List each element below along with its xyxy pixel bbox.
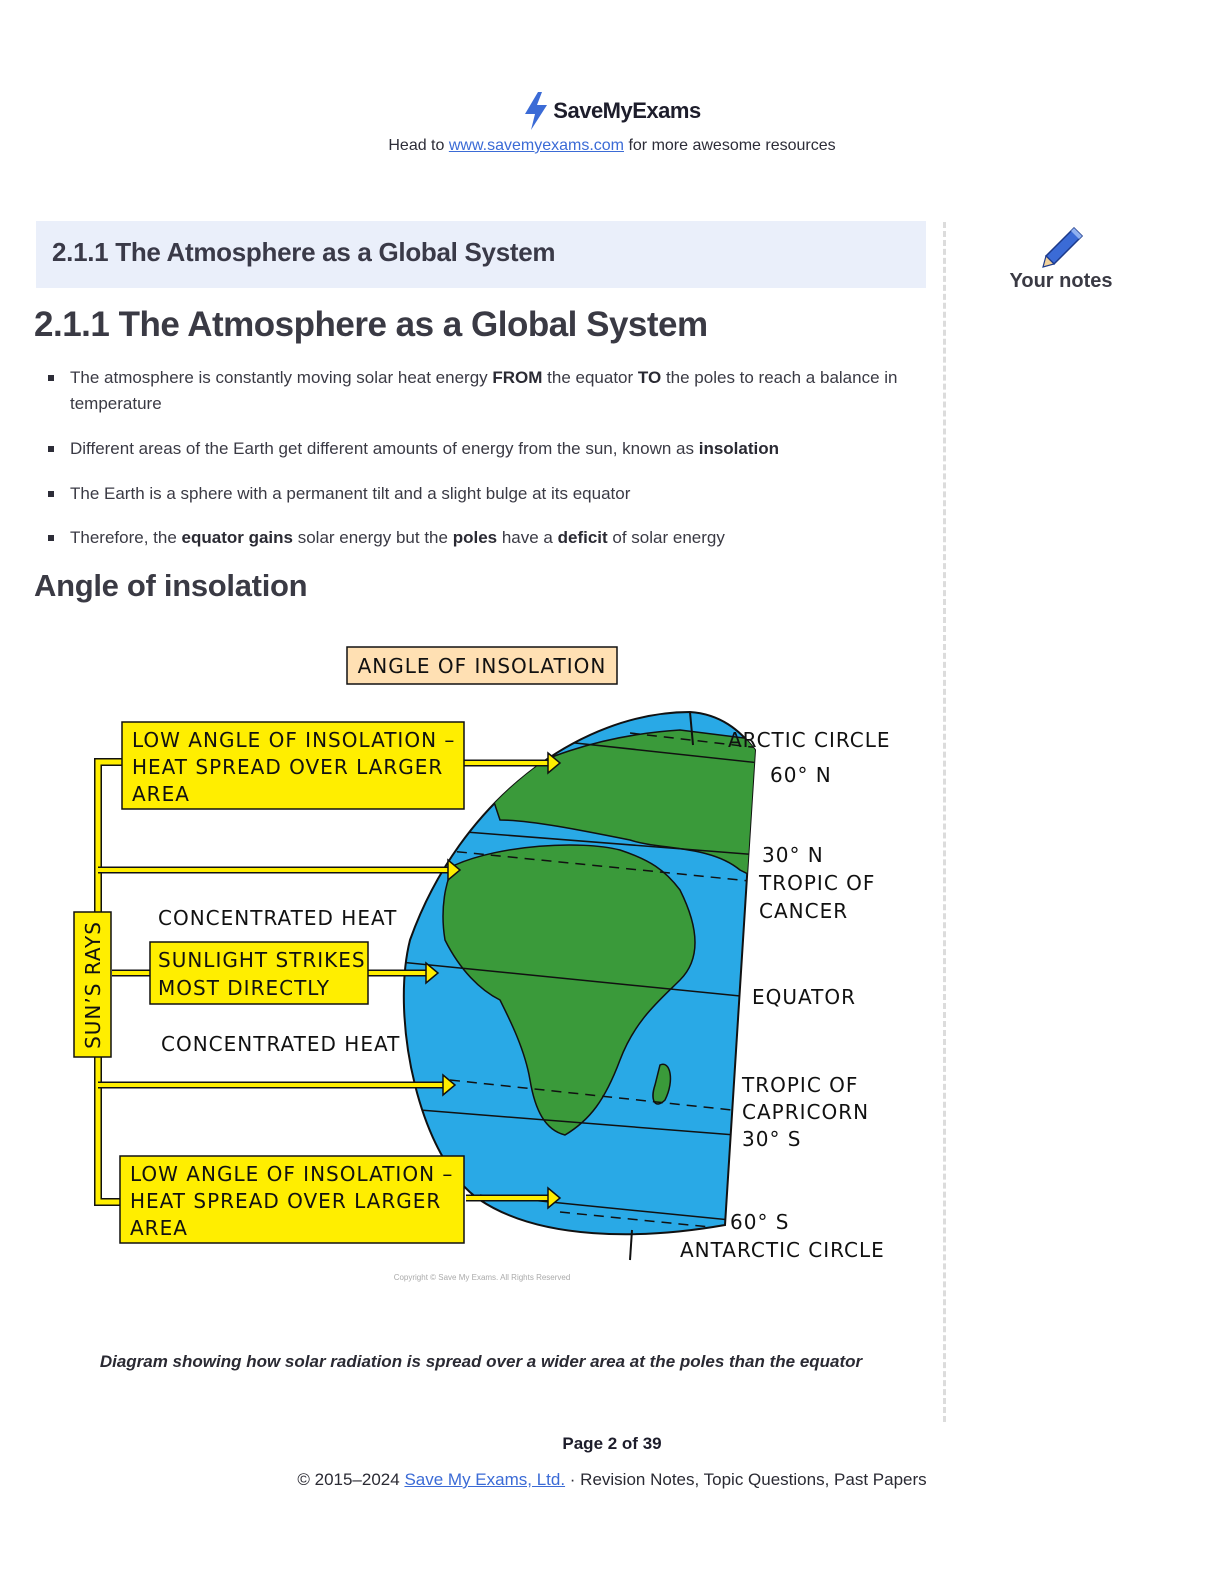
bullet-bold: insolation xyxy=(698,439,780,458)
subheading: Angle of insolation xyxy=(34,568,308,603)
suns-rays-label: SUN’S RAYS xyxy=(81,921,105,1049)
list-item xyxy=(70,365,900,417)
bullet-text: the poles to reach a balance in temperature xyxy=(70,368,898,413)
middle-box-line-1: SUNLIGHT STRIKES xyxy=(158,948,366,972)
bullet-text: the equator xyxy=(542,368,638,387)
bullet-text: The atmosphere is constantly moving solar heat energy xyxy=(70,368,493,387)
label-arctic-circle: ARCTIC CIRCLE xyxy=(728,728,891,752)
bullet-text: Therefore, the xyxy=(70,528,182,547)
bullet-bold: FROM xyxy=(492,368,543,387)
site-header xyxy=(0,92,1224,135)
top-box-line-2: HEAT SPREAD OVER LARGER xyxy=(132,755,444,779)
bullet-bold: TO xyxy=(637,368,662,387)
tagline-prefix: Head to xyxy=(388,137,449,154)
middle-box-line-2: MOST DIRECTLY xyxy=(158,976,330,1000)
bullet-bold: equator gains xyxy=(181,528,293,547)
brand-logo[interactable] xyxy=(523,92,700,130)
label-60n: 60° N xyxy=(770,763,832,787)
concentrated-heat-bottom: CONCENTRATED HEAT xyxy=(161,1032,401,1056)
diagram-caption: Diagram showing how solar radiation is spread over a wider area at the poles than the equator xyxy=(99,1352,863,1371)
label-30s: 30° S xyxy=(742,1127,802,1151)
page-title: 2.1.1 The Atmosphere as a Global System xyxy=(34,305,708,344)
brand-name: SaveMyExams xyxy=(553,98,701,123)
pencil-icon[interactable] xyxy=(1040,224,1086,270)
page-number: Page 2 of 39 xyxy=(562,1434,662,1453)
bottom-box-line-2: HEAT SPREAD OVER LARGER xyxy=(130,1189,442,1213)
list-item xyxy=(70,436,900,462)
list-item xyxy=(70,481,900,507)
header-tagline xyxy=(0,137,1224,155)
label-tropic-capricorn-2: CAPRICORN xyxy=(742,1100,870,1124)
label-tropic-capricorn-1: TROPIC OF xyxy=(742,1073,859,1097)
bullet-text: of solar energy xyxy=(607,528,725,547)
footer-suffix: · Revision Notes, Topic Questions, Past Papers xyxy=(565,1470,927,1489)
bullet-bold: poles xyxy=(452,528,498,547)
diagram-copyright: Copyright © Save My Exams. All Rights Reserved xyxy=(393,1273,571,1282)
insolation-diagram xyxy=(60,640,910,1290)
site-link[interactable]: www.savemyexams.com xyxy=(448,137,624,154)
top-box-line-1: LOW ANGLE OF INSOLATION – xyxy=(132,728,456,752)
label-antarctic-circle: ANTARCTIC CIRCLE xyxy=(680,1238,885,1262)
concentrated-heat-top: CONCENTRATED HEAT xyxy=(158,906,398,930)
footer-link[interactable]: Save My Exams, Ltd. xyxy=(404,1470,566,1489)
tagline-suffix: for more awesome resources xyxy=(624,137,836,154)
bullet-text: have a xyxy=(497,528,558,547)
label-30n: 30° N xyxy=(762,843,824,867)
footer xyxy=(0,1470,1224,1490)
bullet-text: solar energy but the xyxy=(292,528,453,547)
bottom-box-line-3: AREA xyxy=(130,1216,188,1240)
top-box-line-3: AREA xyxy=(132,782,190,806)
label-equator: EQUATOR xyxy=(752,985,857,1009)
diagram-title: ANGLE OF INSOLATION xyxy=(357,654,607,678)
list-item xyxy=(70,525,900,551)
footer-copyright: © 2015–2024 xyxy=(297,1470,405,1489)
label-tropic-cancer-2: CANCER xyxy=(759,899,849,923)
your-notes-label: Your notes xyxy=(1009,270,1113,292)
lightning-bolt-icon xyxy=(523,92,549,130)
bullet-text: The Earth is a sphere with a permanent tilt and a slight bulge at its equator xyxy=(70,484,631,503)
section-banner-title: 2.1.1 The Atmosphere as a Global System xyxy=(52,237,556,267)
bottom-box-line-1: LOW ANGLE OF INSOLATION – xyxy=(130,1162,454,1186)
notes-divider xyxy=(943,222,946,1422)
label-60s: 60° S xyxy=(730,1210,790,1234)
bullet-text: Different areas of the Earth get different amounts of energy from the sun, known as xyxy=(70,439,699,458)
label-tropic-cancer-1: TROPIC OF xyxy=(759,871,876,895)
bullet-bold: deficit xyxy=(557,528,608,547)
